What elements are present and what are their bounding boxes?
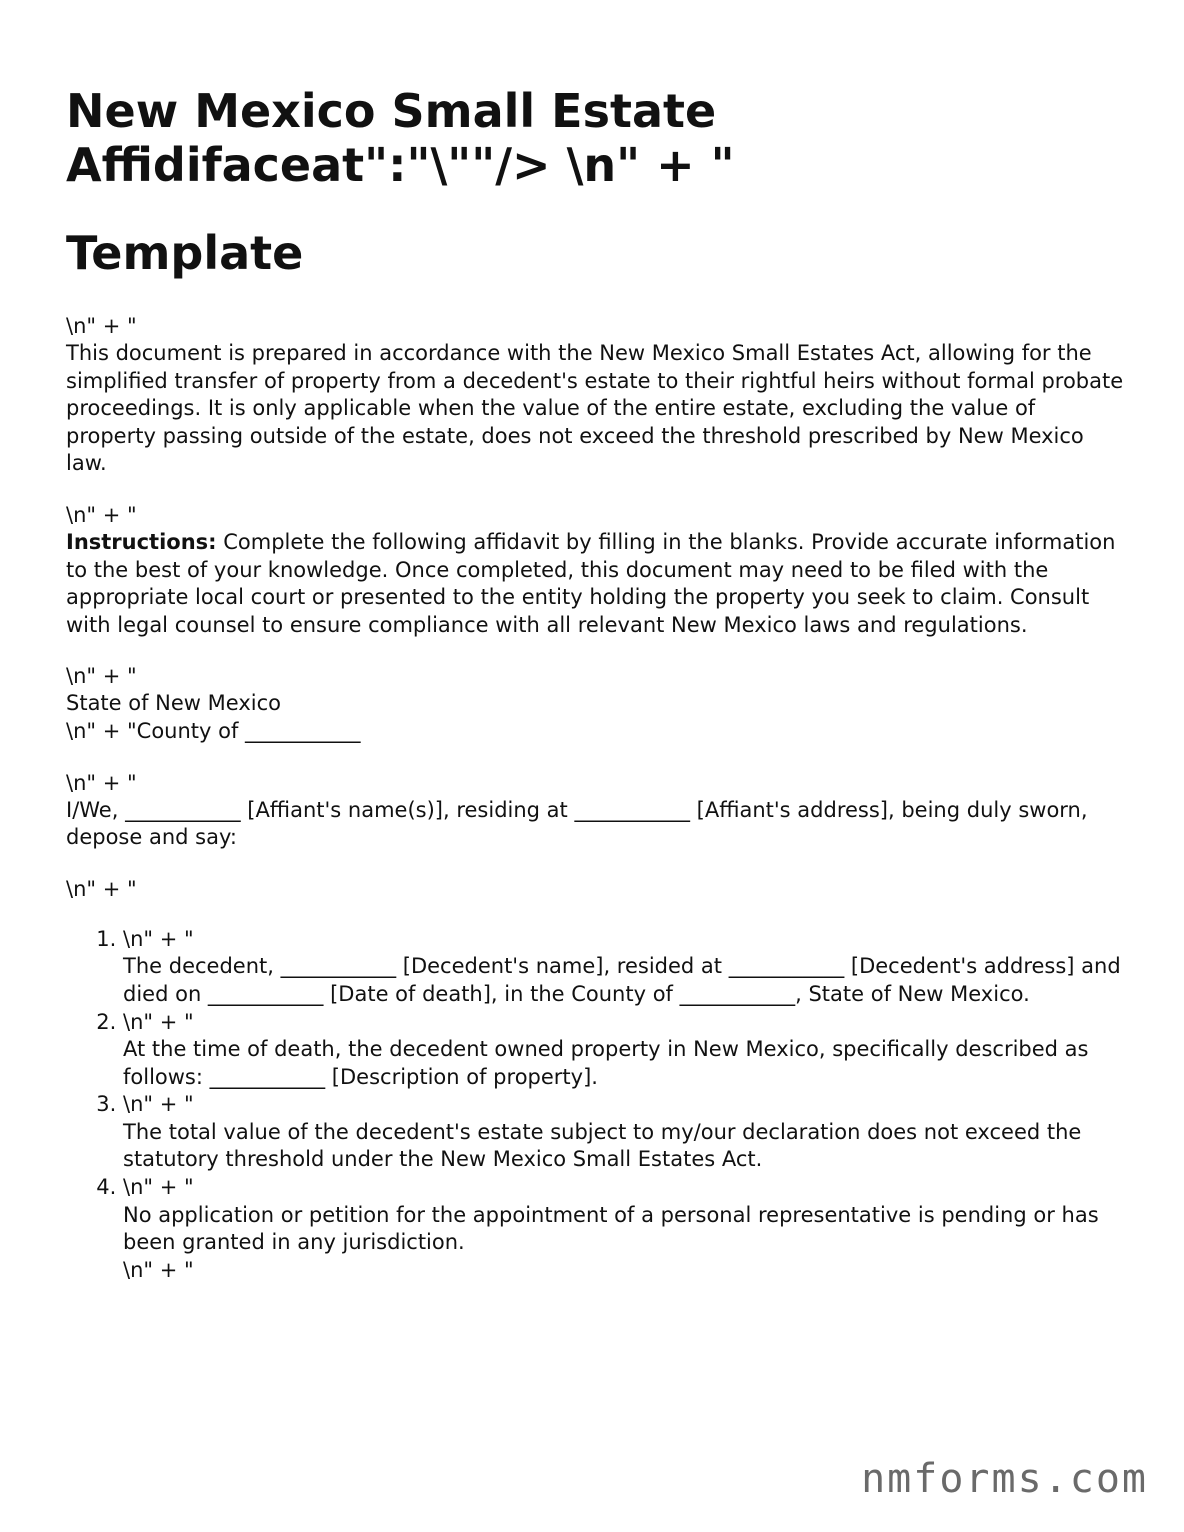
clause-text: The decedent, ___________ [Decedent's name], resided at ___________ [Decedent's address] and died on ___________ [Date of death], in the County of ___________, State of New Mexico.	[123, 954, 1121, 1006]
list-item	[123, 1091, 1126, 1174]
list-item	[123, 1009, 1126, 1092]
instructions-label: Instructions:	[66, 529, 217, 554]
instructions-paragraph	[66, 529, 1126, 639]
clause-list	[66, 926, 1126, 1285]
oath-paragraph: I/We, ___________ [Affiant's name(s)], residing at ___________ [Affiant's address], being duly sworn, depose and say:	[66, 797, 1088, 850]
venue-county: \n" + "County of ___________	[66, 718, 361, 743]
venue-block	[66, 690, 1126, 745]
list-item	[123, 1174, 1126, 1284]
site-watermark: nmforms.com	[861, 1456, 1148, 1502]
clause-text: At the time of death, the decedent owned property in New Mexico, specifically described as follows: ___________ [Description of property].	[123, 1037, 1089, 1089]
document-page	[66, 84, 1126, 1284]
title-line-2: Affidifaceat":"\""/> \n" + "	[66, 138, 735, 192]
separator-text: \n" + "	[66, 664, 137, 689]
separator-text: 1. \n" + "	[123, 926, 194, 951]
intro-paragraph: This document is prepared in accordance with the New Mexico Small Estates Act, allowing for the simplified transfer of property from a decedent's estate to their rightful heirs without formal probate proceedings. It is only applicable when the value of the entire estate, excluding the value of property passing outside of the estate, does not exceed the threshold prescribed by New Mexico law.	[66, 341, 1124, 476]
separator-text: \n" + "	[66, 770, 137, 795]
instructions-text: Complete the following affidavit by filling in the blanks. Provide accurate information to the best of your knowledge. Once completed, this document may need to be filed with the appropriate local court or presented to the entity holding the property you seek to claim. Consult with legal counsel to ensure compliance with all relevant New Mexico laws and regulations.	[66, 529, 1116, 637]
separator-text: 2. \n" + "	[123, 1009, 194, 1034]
separator-text: \n" + "	[66, 502, 137, 527]
separator-text: \n" + "	[66, 314, 137, 338]
venue-state: State of New Mexico	[66, 691, 281, 716]
separator-text: 3. \n" + "	[123, 1092, 194, 1117]
clause-text: No application or petition for the appointment of a personal representative is pending or has been granted in any jurisdiction.	[123, 1202, 1099, 1255]
separator-text: \n" + "	[123, 1257, 194, 1282]
title-line-1: New Mexico Small Estate	[66, 84, 717, 138]
clause-text: The total value of the decedent's estate subject to my/our declaration does not exceed the statutory threshold under the New Mexico Small Estates Act.	[123, 1119, 1082, 1172]
list-item	[123, 926, 1126, 1009]
separator-text: 4. \n" + "	[123, 1175, 194, 1200]
separator-text: \n" + "	[66, 876, 137, 901]
title-line-3: Template	[66, 226, 304, 280]
document-title	[66, 84, 1126, 280]
